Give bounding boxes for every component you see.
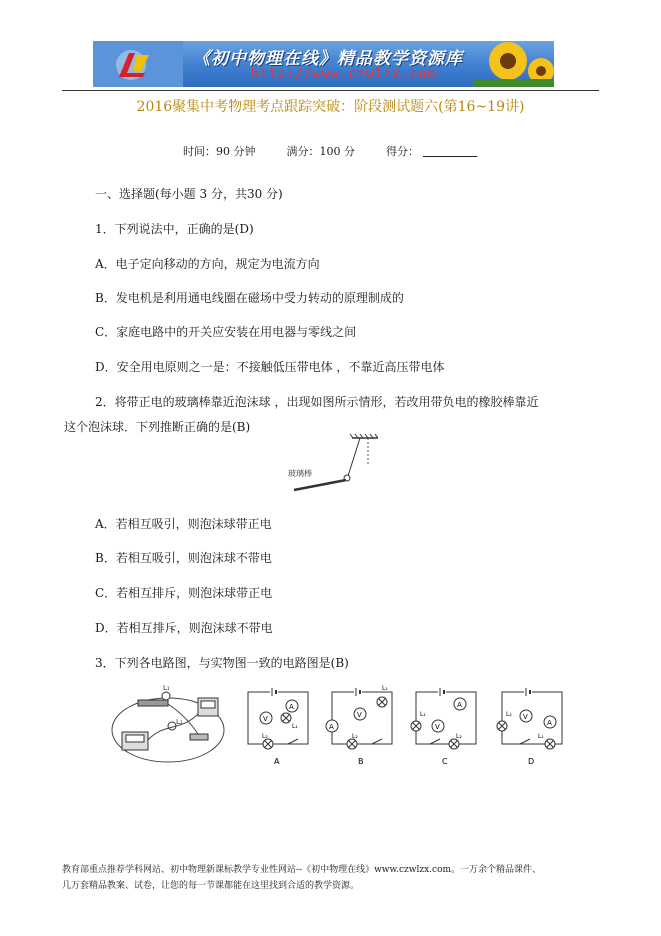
svg-text:L₁: L₁ [420, 711, 426, 718]
switch-device [190, 734, 208, 740]
circuit-option-c [411, 688, 476, 766]
lamp-l1-device [162, 692, 170, 700]
footer-line-1: 教育部重点推荐学科网站、初中物理新课标教学专业性网站--《初中物理在线》www.czwlzx.com。一万余个精品课件、 [62, 865, 542, 875]
full-score-info: 满分：100 分 [286, 145, 355, 158]
svg-text:L₁: L₁ [292, 723, 298, 730]
q2-option-b: B．若相互吸引，则泡沫球不带电 [95, 551, 272, 565]
q1-option-c: C．家庭电路中的开关应安装在用电器与零线之间 [95, 325, 357, 339]
header-rule [62, 90, 599, 91]
svg-text:L₂: L₂ [176, 718, 183, 726]
q1-option-a: A．电子定向移动的方向，规定为电流方向 [95, 257, 320, 271]
time-info: 时间：90 分钟 [183, 145, 256, 158]
q2-option-c: C．若相互排斥，则泡沫球带正电 [95, 586, 273, 600]
svg-text:A: A [457, 701, 462, 709]
score-label: 得分： [386, 145, 419, 158]
svg-text:L₁: L₁ [538, 733, 544, 740]
option-b-label: B [358, 757, 364, 766]
svg-text:A: A [329, 723, 334, 731]
q1-option-b: B．发电机是利用通电线圈在磁场中受力转动的原理制成的 [95, 291, 404, 305]
battery-device [138, 700, 168, 706]
q3-circuit-figures [110, 682, 570, 768]
real-circuit-picture [112, 684, 224, 762]
svg-text:V: V [435, 723, 440, 731]
score-blank[interactable] [423, 156, 477, 157]
banner-title: 《初中物理在线》精品教学资源库 [193, 49, 463, 69]
svg-text:L₂: L₂ [506, 711, 512, 718]
sunflower-icon [473, 42, 554, 87]
q2-option-d: D．若相互排斥，则泡沫球不带电 [95, 621, 273, 635]
svg-text:V: V [523, 713, 528, 721]
svg-text:L₂: L₂ [352, 733, 358, 740]
svg-text:V: V [263, 715, 268, 723]
q2-stem-line2: 这个泡沫球．下列推断正确的是(B) [64, 420, 251, 434]
q2-option-a: A．若相互吸引，则泡沫球带正电 [95, 517, 272, 531]
option-c-label: C [442, 757, 448, 766]
circuit-option-d [497, 688, 562, 766]
footer-line-2: 几万套精品教案、试卷，让您的每一节课都能在这里找到合适的教学资源。 [62, 881, 360, 891]
svg-text:L₁: L₁ [163, 684, 170, 692]
section-heading: 一、选择题(每小题 3 分，共30 分) [95, 187, 283, 201]
banner-url[interactable]: http://www.czwlzx.com [251, 67, 437, 82]
circuit-option-b [326, 685, 392, 766]
option-d-label: D [528, 757, 535, 766]
svg-text:A: A [289, 703, 294, 711]
svg-text:L₂: L₂ [456, 733, 462, 740]
glass-rod-label: 玻璃棒 [288, 469, 312, 478]
page-footer [62, 862, 602, 894]
svg-text:A: A [547, 719, 552, 727]
exam-meta [183, 143, 477, 159]
header-banner [93, 41, 554, 87]
q3-stem: 3．下列各电路图，与实物图一致的电路图是(B) [95, 656, 349, 670]
option-a-label: A [274, 757, 280, 766]
q2-figure [280, 432, 390, 494]
circuit-option-a [248, 688, 308, 766]
q1-stem: 1．下列说法中，正确的是(D) [95, 222, 254, 236]
svg-text:V: V [357, 711, 362, 719]
document-title: 2016聚集中考物理考点跟踪突破：阶段测试题六(第16~19讲) [136, 99, 525, 115]
svg-text:L₂: L₂ [262, 733, 268, 740]
svg-text:L₁: L₁ [382, 685, 388, 692]
q2-stem-line1: 2．将带正电的玻璃棒靠近泡沫球 ，出现如图所示情形，若改用带负电的橡胶棒靠近 [95, 395, 539, 409]
q1-option-d: D．安全用电原则之一是：不接触低压带电体 ，不靠近高压带电体 [95, 360, 445, 374]
